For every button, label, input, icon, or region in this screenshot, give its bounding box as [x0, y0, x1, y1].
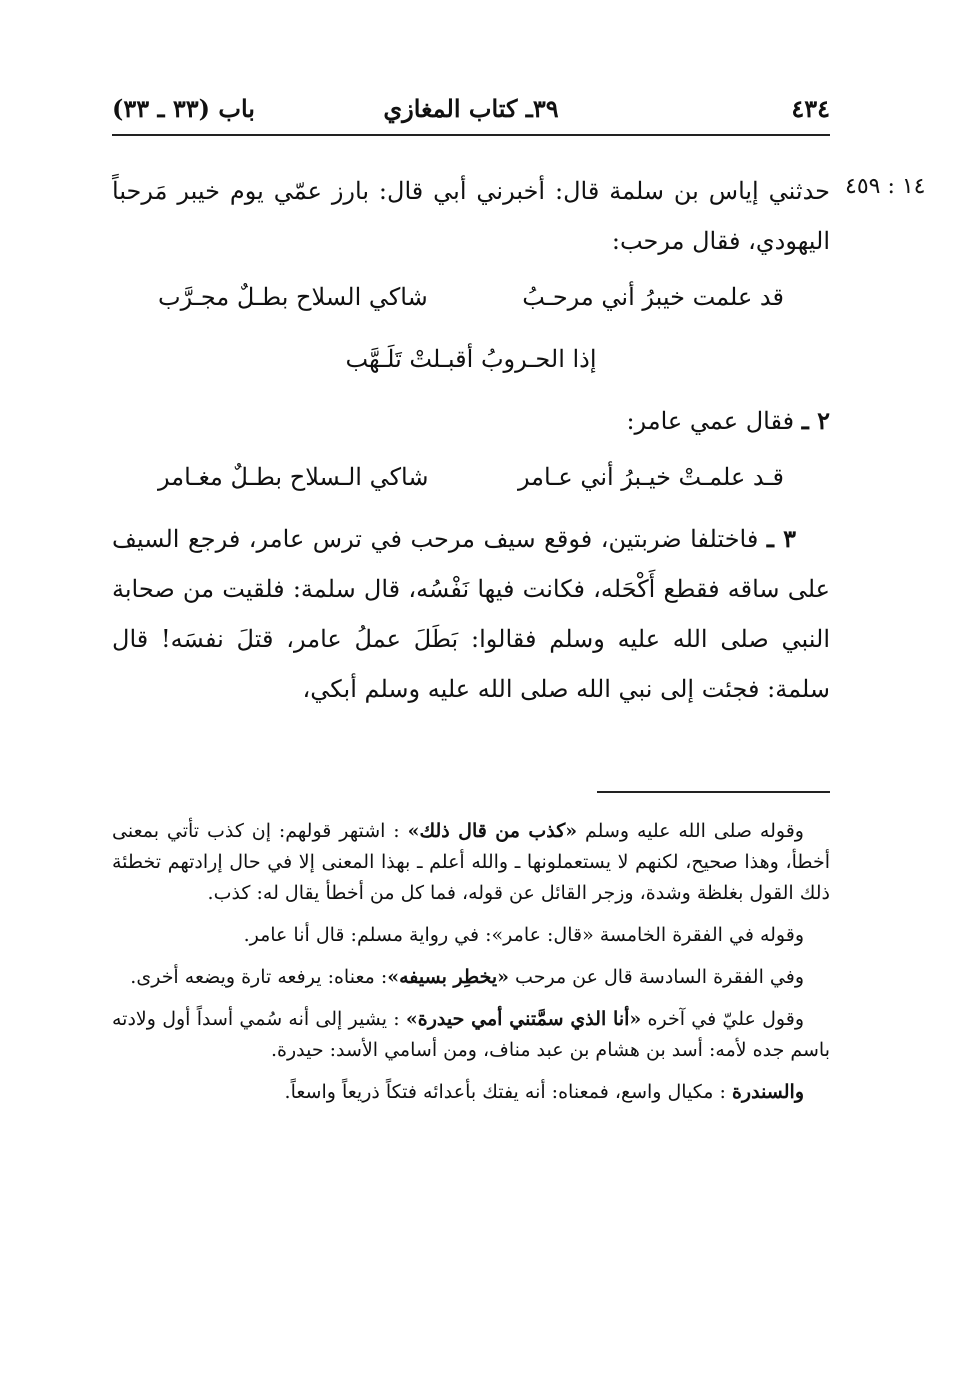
verse-2	[112, 446, 830, 508]
footnote-3	[112, 962, 830, 993]
paragraph-2-text: فقال عمي عامر:	[626, 407, 795, 435]
page-header	[112, 88, 830, 134]
footnote-1	[112, 816, 830, 909]
hadith-text	[112, 166, 830, 714]
paragraph-3-text: فاختلفا ضربتين، فوقع سيف مرحب في ترس عامر، فرجع السيف على ساقه فقطع أَكْحَله، فكانت فيها نَفْسُه، قال سلمة: فلقيت من صحابة النبي صلى الله عليه وسلم فقالوا: بَطَلَ عملُ عامر، قتلَ نفسَه! قال سلمة: فجئت إلى نبي الله صلى الله عليه وسلم أبكي،	[112, 525, 830, 703]
book-title: ٣٩ـ كتاب المغازي	[383, 94, 559, 123]
footnote-1-text-a: وقوله صلى الله عليه وسلم	[577, 820, 804, 842]
verse-2-second-hemistich: شاكي الـسلاح بطـلٌ مغـامر	[158, 463, 429, 491]
verse-1-third-hemistich: إذا الحـروبُ أقبـلتْ تَلَـهَّب	[345, 345, 597, 373]
verse-1-second-hemistich: شاكي السلاح بطـلٌ مجـرَّب	[158, 283, 428, 311]
hadith-reference: ١٤ : ٤٥٩	[845, 174, 926, 199]
header-rule	[112, 134, 830, 136]
footnote-5	[112, 1077, 830, 1108]
paragraph-2	[112, 396, 830, 446]
page-number: ٤٣٤	[791, 94, 830, 123]
footnote-1-text-b: : اشتهر قولهم: إن كذب تأتي بمعنى أخطأ، وهذا صحيح، لكنهم لا يستعملونها ـ والله أعلم ـ بهذا المعنى إلا في حال إرادتهم تخطئة ذلك القول بغلظة وشدة، وزجر القائل عن قوله، فما كل من أخطأ يقال له: كذب.	[112, 820, 830, 904]
footnotes	[112, 816, 830, 1119]
footnote-3-text-a: وفي الفقرة السادسة قال عن مرحب	[509, 966, 804, 988]
chapter-label: باب (٣٣ ـ ٣٣)	[112, 94, 255, 123]
verse-1	[112, 266, 830, 328]
footnote-rule	[597, 791, 830, 793]
footnote-5-term: والسندرة	[731, 1081, 804, 1103]
footnote-1-quote: «كذب من قال ذلك»	[407, 820, 578, 842]
paragraph-1: حدثني إياس بن سلمة قال: أخبرني أبي قال: بارز عمّي يوم خيبر مَرحباً اليهودي، فقال مرحب:	[112, 177, 830, 255]
footnote-3-text-b: : معناه: يرفعه تارة ويضعه أخرى.	[130, 966, 388, 988]
footnote-5-text: : مكيال واسع، فمعناه: أنه يفتك بأعدائه فتكاً ذريعاً واسعاً.	[284, 1081, 732, 1103]
footnote-3-quote: «يخطِر بسيفه»	[387, 966, 510, 988]
footnote-4-text-a: وقول عليّ في آخره	[641, 1008, 804, 1030]
paragraph-3	[112, 514, 830, 714]
footnote-4-text-b: : يشير إلى أنه سُمي أسداً أول ولادته باسم جده لأمه: أسد بن هشام بن عبد مناف، ومن أسامي الأسد: حيدرة.	[112, 1008, 830, 1061]
paragraph-3-number: ٣ ـ	[766, 524, 796, 553]
footnote-4-quote: «أنا الذي سمَّتني أمي حيدرة»	[405, 1008, 642, 1030]
paragraph-2-number: ٢ ـ	[801, 406, 830, 435]
footnote-4	[112, 1004, 830, 1066]
footnote-2: وقوله في الفقرة الخامسة «قال: عامر»: في رواية مسلم: قال أنا عامر.	[243, 924, 804, 946]
verse-2-first-hemistich: قـد علمـتْ خيـبرُ أني عـامر	[517, 463, 784, 491]
verse-1-first-hemistich: قد علمت خيبرُ أني مرحـبُ	[522, 283, 784, 311]
verse-1-continuation	[112, 328, 830, 390]
